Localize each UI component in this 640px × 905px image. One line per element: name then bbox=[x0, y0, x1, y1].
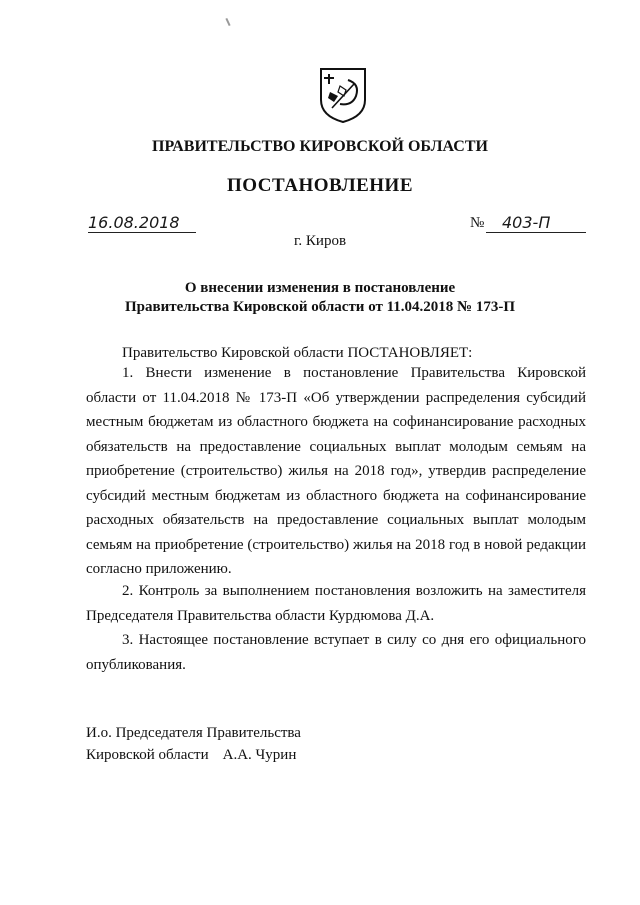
document-type: ПОСТАНОВЛЕНИЕ bbox=[226, 175, 414, 196]
intro-paragraph: Правительство Кировской области ПОСТАНОВЛЯЕТ: bbox=[122, 345, 473, 361]
scan-mark bbox=[225, 18, 230, 26]
organization-name: ПРАВИТЕЛЬСТВО КИРОВСКОЙ ОБЛАСТИ bbox=[152, 138, 488, 155]
paragraph-3 bbox=[86, 628, 586, 677]
document-date: 16.08.2018 bbox=[88, 213, 196, 233]
number-label: № bbox=[470, 215, 485, 231]
signatory-name: А.А. Чурин bbox=[222, 747, 297, 763]
title-line-1: О внесении изменения в постановление bbox=[184, 280, 456, 296]
document-number-value: 403-П bbox=[502, 213, 551, 232]
paragraph-2 bbox=[86, 579, 586, 628]
document-number bbox=[486, 213, 586, 233]
title-line-2: Правительства Кировской области от 11.04.2018 № 173-П bbox=[124, 299, 516, 315]
signatory-region: Кировской области bbox=[86, 747, 209, 763]
signatory-position-line-1: И.о. Председателя Правительства bbox=[86, 725, 301, 741]
signatory-position-line-2 bbox=[86, 744, 301, 766]
coat-of-arms-icon bbox=[318, 66, 368, 124]
paragraph-1 bbox=[86, 361, 586, 582]
signature-block bbox=[86, 722, 301, 766]
paragraph-1-text: 1. Внести изменение в постановление Правительства Кировской области от 11.04.2018 № 173-П «Об утверждении распределения субсидий местным бюджетам из областного бюджета на софинансирование расходных обязательств на предоставление социальных выплат молодым семьям на приобретение (строительство) жилья на 2018 год», утвердив распределение субсидий местным бюджетам из областного бюджета на софинансирование расходных обязательств на предоставление социальных выплат молодым семьям на приобретение (строительство) жилья на 2018 год в новой редакции согласно приложению. bbox=[86, 365, 586, 577]
city: г. Киров bbox=[293, 233, 347, 249]
paragraph-3-text: 3. Настоящее постановление вступает в силу со дня его официального опубликования. bbox=[86, 632, 586, 673]
document-title bbox=[0, 279, 640, 317]
paragraph-2-text: 2. Контроль за выполнением постановления возложить на заместителя Председателя Правительства области Курдюмова Д.А. bbox=[86, 583, 586, 624]
